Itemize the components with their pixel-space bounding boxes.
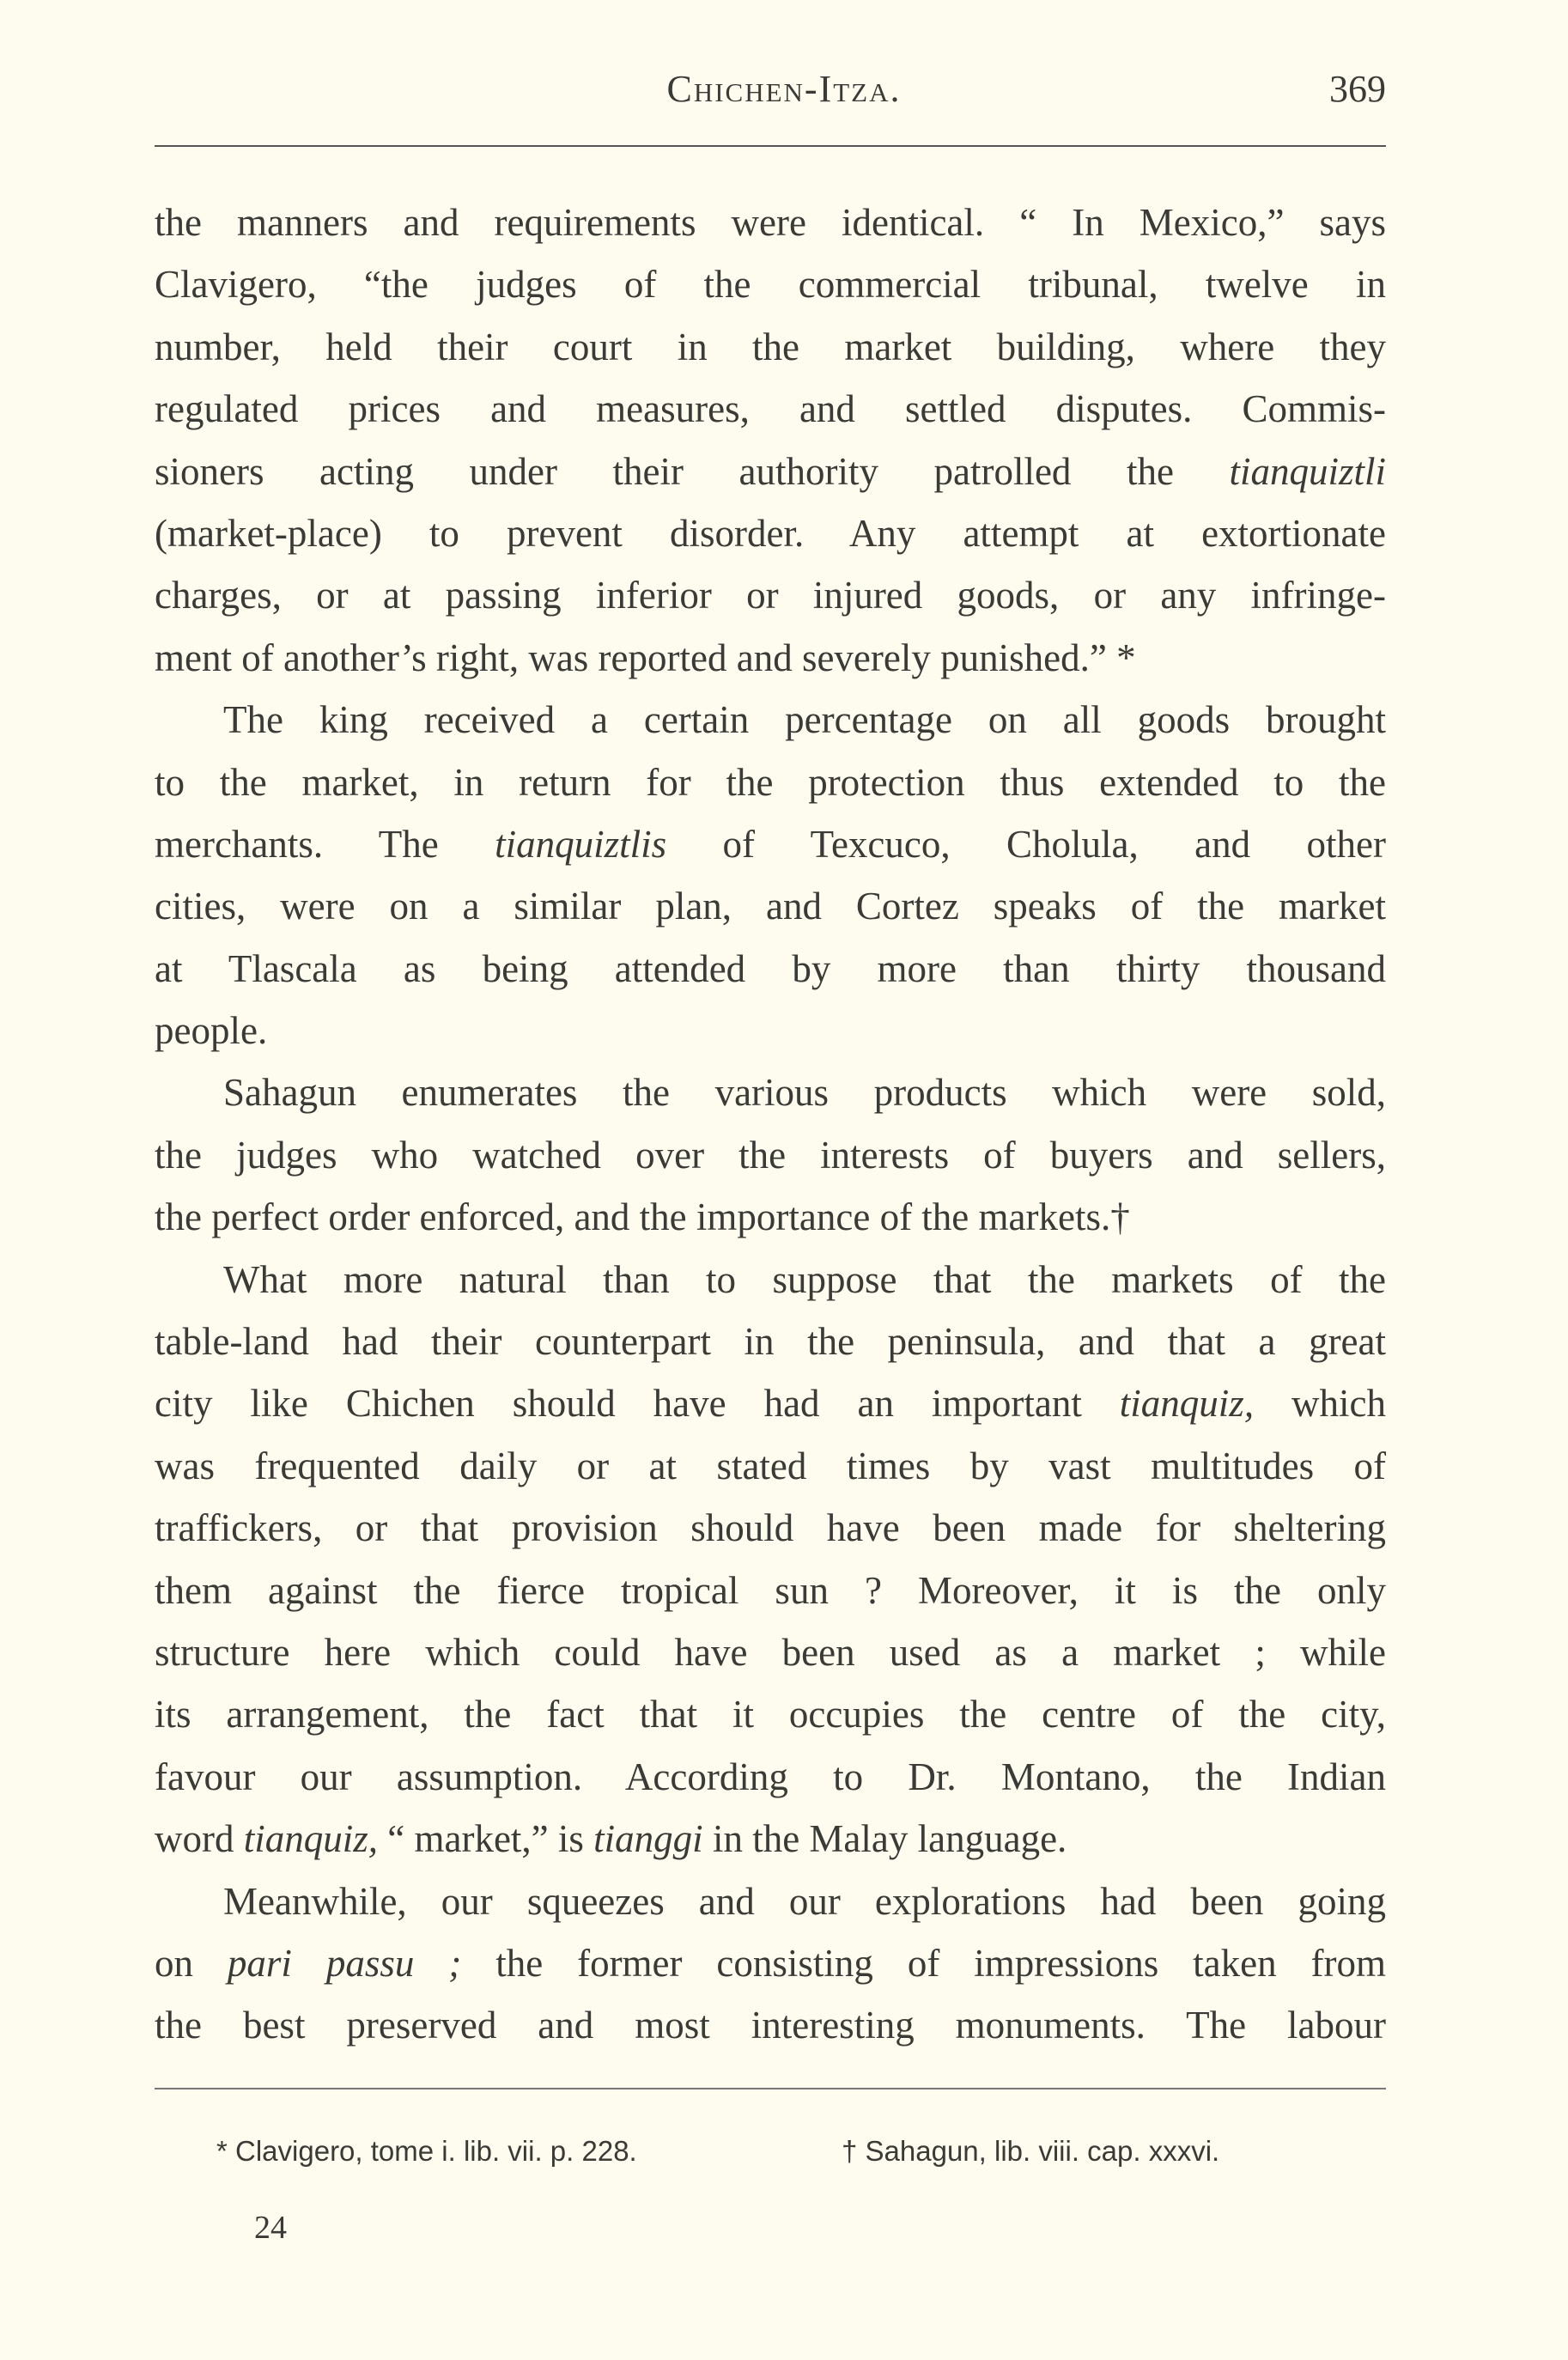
text-segment: people. (155, 1009, 268, 1053)
italic-term: tianquiz, (1119, 1382, 1255, 1426)
text-line (155, 1560, 1386, 1621)
text-segment: What more natural than to suppose that the markets of the (223, 1257, 1386, 1301)
header-rule (155, 145, 1386, 147)
text-segment: to the market, in return for the protection thus extended to the (155, 760, 1386, 804)
footnote-1: * Clavigero, tome i. lib. vii. p. 228. (216, 2135, 637, 2167)
text-line (155, 813, 1386, 875)
text-segment: sioners acting under their authority patrolled the (155, 449, 1230, 493)
text-segment: the former consisting of impressions taken from (461, 1941, 1387, 1985)
text-line (155, 253, 1386, 315)
text-segment: city like Chichen should have had an important (155, 1382, 1120, 1426)
signature-mark: 24 (254, 2210, 287, 2246)
text-segment: of Texcuco, Cholula, and other (666, 822, 1386, 866)
text-line (155, 1435, 1386, 1497)
text-segment: Sahagun enumerates the various products which were sold, (223, 1071, 1386, 1115)
text-segment: word (155, 1817, 244, 1861)
text-line (155, 1746, 1386, 1808)
text-segment: traffickers, or that provision should have been made for sheltering (155, 1506, 1386, 1550)
text-segment: The king received a certain percentage on all goods brought (223, 698, 1386, 742)
italic-term: tianquiztli (1229, 449, 1386, 493)
text-line (155, 875, 1386, 937)
italic-term: tianquiztlis (495, 822, 667, 866)
text-segment: at Tlascala as being attended by more than thirty thousand (155, 946, 1386, 990)
text-line (155, 1311, 1386, 1372)
text-segment: its arrangement, the fact that it occupies the centre of the city, (155, 1693, 1386, 1737)
italic-term: pari passu ; (227, 1941, 462, 1985)
running-header-title: Chichen-Itza. (666, 68, 902, 110)
page-number: 369 (1329, 68, 1386, 110)
text-line (155, 1621, 1386, 1683)
text-line (155, 1000, 1386, 1061)
text-line (155, 378, 1386, 440)
text-line (155, 1994, 1386, 2056)
text-line (155, 502, 1386, 564)
italic-term: tianggi (593, 1817, 703, 1861)
text-segment: charges, or at passing inferior or injured goods, or any infringe- (155, 574, 1386, 617)
text-segment: was frequented daily or at stated times by vast multitudes of (155, 1444, 1386, 1487)
footnote-rule (155, 2088, 1386, 2089)
text-segment: favour our assumption. According to Dr. Montano, the Indian (155, 1755, 1386, 1798)
text-line (155, 1870, 1386, 1932)
text-segment: Meanwhile, our squeezes and our explorations had been going (223, 1879, 1386, 1923)
text-line (155, 192, 1386, 253)
text-line (155, 1683, 1386, 1745)
footnote-2: † Sahagun, lib. viii. cap. xxxvi. (842, 2135, 1220, 2167)
text-line (155, 1497, 1386, 1559)
italic-term: tianquiz, (243, 1817, 379, 1861)
text-segment: Clavigero, “the judges of the commercial tribunal, twelve in (155, 263, 1386, 307)
text-line (155, 316, 1386, 378)
text-line (155, 689, 1386, 751)
text-line (155, 1061, 1386, 1123)
text-segment: which (1254, 1382, 1386, 1426)
text-segment: cities, were on a similar plan, and Cortez speaks of the market (155, 885, 1386, 928)
text-segment: the judges who watched over the interests of buyers and sellers, (155, 1133, 1386, 1177)
text-line (155, 1186, 1386, 1248)
text-segment: on (155, 1941, 228, 1985)
text-segment: ment of another’s right, was reported and severely punished.” * (155, 636, 1136, 679)
text-segment: the perfect order enforced, and the importance of the markets.† (155, 1195, 1130, 1239)
text-segment: structure here which could have been used as a market ; while (155, 1630, 1386, 1674)
text-line (155, 938, 1386, 1000)
text-segment: “ market,” is (378, 1817, 594, 1861)
text-segment: the manners and requirements were identical. “ In Mexico,” says (155, 201, 1386, 244)
text-line (155, 1124, 1386, 1186)
text-segment: number, held their court in the market building, where they (155, 325, 1386, 368)
text-segment: (market-place) to prevent disorder. Any attempt at extortionate (155, 511, 1386, 555)
text-line (155, 1808, 1386, 1870)
text-segment: the best preserved and most interesting monuments. The labour (155, 2004, 1386, 2047)
text-line (155, 1372, 1386, 1434)
text-line (155, 751, 1386, 813)
text-line (155, 441, 1386, 502)
body-text (155, 192, 1386, 2057)
text-segment: in the Malay language. (702, 1817, 1067, 1861)
text-line (155, 1932, 1386, 1994)
text-line (155, 1249, 1386, 1311)
text-line (155, 564, 1386, 626)
text-line (155, 627, 1386, 689)
text-segment: them against the fierce tropical sun ? Moreover, it is the only (155, 1568, 1386, 1612)
text-segment: regulated prices and measures, and settled disputes. Commis- (155, 387, 1386, 431)
text-segment: merchants. The (155, 822, 495, 866)
text-segment: table-land had their counterpart in the peninsula, and that a great (155, 1320, 1386, 1364)
